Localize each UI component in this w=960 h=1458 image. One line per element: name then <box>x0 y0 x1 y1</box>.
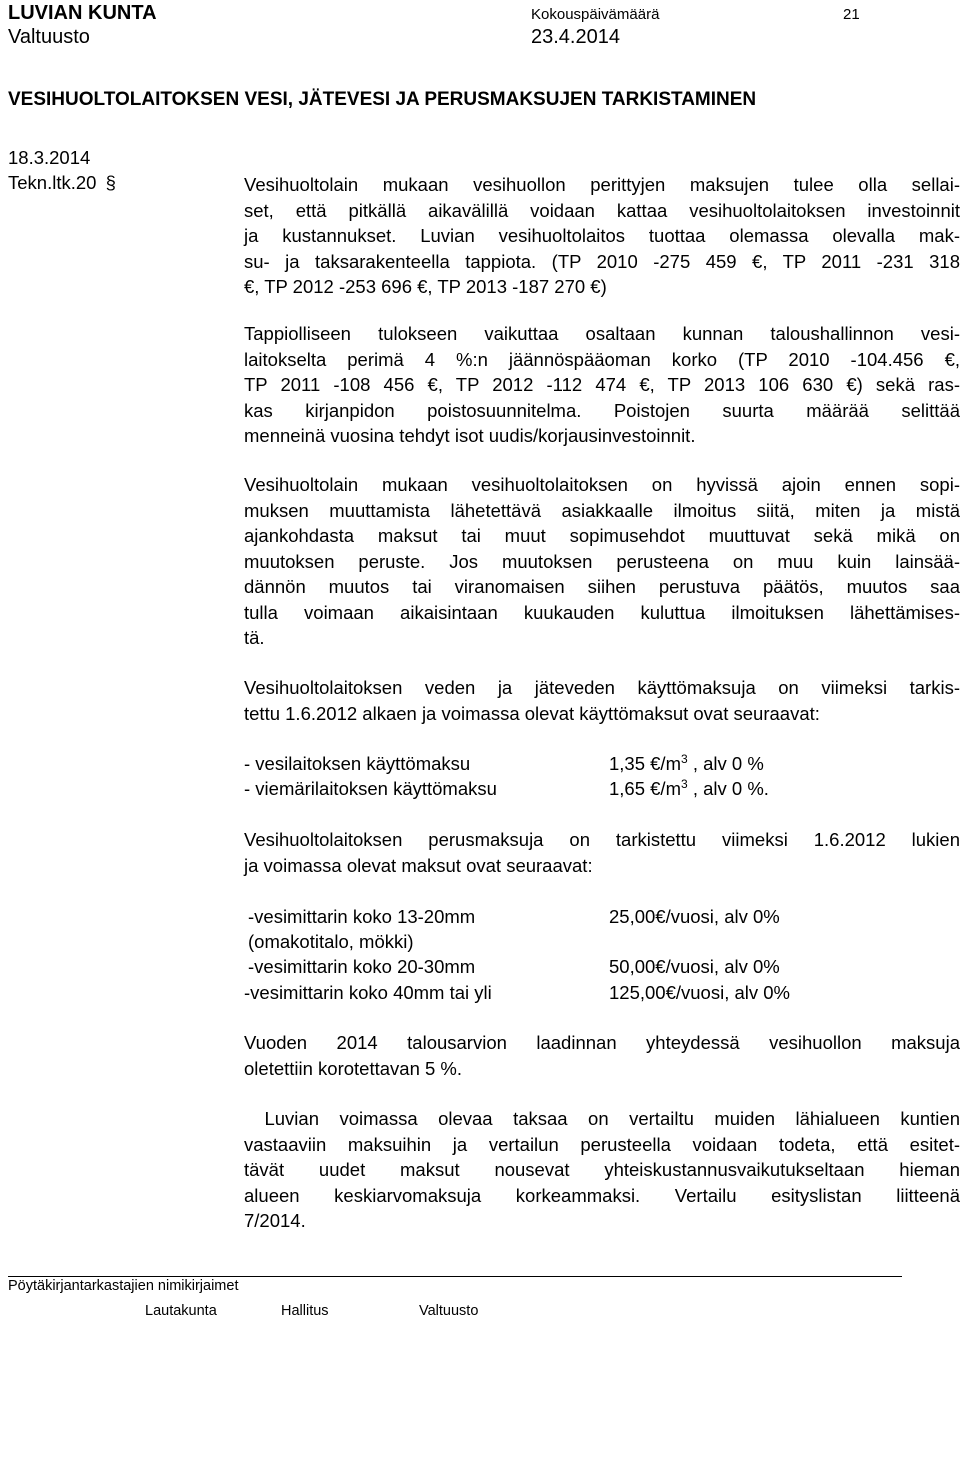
fee-label: - viemärilaitoksen käyttömaksu <box>244 778 497 799</box>
meta-ref <box>8 172 116 194</box>
text-line: Luvian voimassa olevaa taksaa on vertailtu muiden lähialueen kuntien <box>244 1108 960 1129</box>
text-line: ajankohdasta maksut tai muut sopimusehdot muuttuvat sekä mikä on <box>244 525 960 546</box>
fee-amount: 1,35 €/m <box>609 753 681 774</box>
paragraph-usage-intro <box>244 675 960 726</box>
paragraph-interest <box>244 321 960 449</box>
text-line: menneinä vuosina tehdyt isot uudis/korjausinvestoinnit. <box>244 425 696 446</box>
base-fee-label: (omakotitalo, mökki) <box>248 931 414 952</box>
fee-vat: , alv 0 % <box>687 753 764 774</box>
paragraph-deficit <box>244 172 960 300</box>
text-line: Vesihuoltolain mukaan vesihuollon perittyjen maksujen tulee olla sellai- <box>244 174 960 195</box>
paragraph-base-intro <box>244 827 960 878</box>
paragraph-budget <box>244 1030 960 1081</box>
text-line: alueen keskiarvomaksuja korkeammaksi. Vertailu esityslistan liitteenä <box>244 1184 960 1206</box>
base-fee-label: -vesimittarin koko 20-30mm <box>248 956 476 977</box>
text-line: dännön muutos tai viranomaisen siihen perustuva päätös, muutos saa <box>244 576 960 597</box>
fee-exponent: 3 <box>681 776 688 791</box>
text-line: Tappiolliseen tulokseen vaikuttaa osaltaan kunnan taloushallinnon vesi- <box>244 323 960 344</box>
footer-heading: Pöytäkirjantarkastajien nimikirjaimet <box>8 1278 239 1294</box>
text-line: vastaaviin maksuihin ja vertailun perusteella voidaan todeta, että esitet- <box>244 1133 960 1155</box>
text-line: tettu 1.6.2012 alkaen ja voimassa olevat käyttömaksut ovat seuraavat: <box>244 702 820 724</box>
base-fee-label: -vesimittarin koko 13-20mm <box>248 906 476 927</box>
text-line: 7/2014. <box>244 1210 306 1231</box>
footer-label-valtuusto: Valtuusto <box>419 1303 479 1319</box>
body-name: Valtuusto <box>8 26 90 48</box>
text-line: muutoksen peruste. Jos muutoksen perusteena on muu kuin lainsää- <box>244 550 960 572</box>
page-number: 21 <box>843 6 860 23</box>
text-line: Vesihuoltolaitoksen veden ja jäteveden käyttömaksuja on viimeksi tarkis- <box>244 677 960 698</box>
base-fee-value: 25,00€/vuosi, alv 0% <box>609 906 780 927</box>
meta-date: 18.3.2014 <box>8 147 91 168</box>
date-label: Kokouspäivämäärä <box>531 6 660 23</box>
meta-ref-text: Tekn.ltk.20 <box>8 172 97 193</box>
fee-label: - vesilaitoksen käyttömaksu <box>244 753 471 774</box>
org-name: LUVIAN KUNTA <box>8 2 157 24</box>
text-line: set, että pitkällä aikavälillä voidaan kattaa vesihuoltolaitoksen investoinnit <box>244 199 960 221</box>
text-line: Vuoden 2014 talousarvion laadinnan yhteydessä vesihuollon maksuja <box>244 1032 960 1053</box>
text-line: ja kustannukset. Luvian vesihuoltolaitos tuottaa olemassa olevalla mak- <box>244 225 960 246</box>
section-symbol: § <box>105 172 116 193</box>
fee-vat: , alv 0 %. <box>687 778 769 799</box>
text-line: TP 2011 -108 456 €, TP 2012 -112 474 €, TP 2013 106 630 €) sekä ras- <box>244 374 960 395</box>
text-line: tävät uudet maksut nousevat yhteiskustannusvaikutukseltaan hieman <box>244 1159 960 1180</box>
text-line: tä. <box>244 627 265 648</box>
text-line: €, TP 2012 -253 696 €, TP 2013 -187 270 €) <box>244 276 607 297</box>
base-fee-value: 125,00€/vuosi, alv 0% <box>609 982 791 1003</box>
fee-value <box>609 776 769 801</box>
fee-exponent: 3 <box>681 751 688 766</box>
text-line: Vesihuoltolain mukaan vesihuoltolaitoksen on hyvissä ajoin ennen sopi- <box>244 474 960 495</box>
meeting-date: 23.4.2014 <box>531 26 620 48</box>
base-fee-value: 50,00€/vuosi, alv 0% <box>609 956 780 977</box>
text-line: oletettiin korotettavan 5 %. <box>244 1057 463 1079</box>
text-line: su- ja taksarakenteella tappiota. (TP 2010 -275 459 €, TP 2011 -231 318 <box>244 250 960 272</box>
document-title: VESIHUOLTOLAITOKSEN VESI, JÄTEVESI JA PERUSMAKSUJEN TARKISTAMINEN <box>8 89 757 110</box>
text-line: tulla voimaan aikaisintaan kuukauden kuluttua ilmoituksen lähettämises- <box>244 601 960 623</box>
text-line: muksen muuttamista lähetettävä asiakkaalle ilmoitus siitä, miten ja mistä <box>244 499 960 521</box>
text-line: kas kirjanpidon poistosuunnitelma. Poistojen suurta määrää selittää <box>244 399 960 421</box>
base-fee-label: -vesimittarin koko 40mm tai yli <box>244 982 492 1003</box>
paragraph-comparison <box>244 1106 960 1234</box>
text-line: ja voimassa olevat maksut ovat seuraavat: <box>244 854 593 876</box>
text-line: laitokselta perimä 4 %:n jäännöspääoman korko (TP 2010 -104.456 €, <box>244 348 960 370</box>
footer-label-lautakunta: Lautakunta <box>145 1303 217 1319</box>
text-line: Vesihuoltolaitoksen perusmaksuja on tarkistettu viimeksi 1.6.2012 lukien <box>244 829 960 850</box>
footer-divider <box>8 1276 902 1277</box>
footer-label-hallitus: Hallitus <box>281 1303 329 1319</box>
fee-amount: 1,65 €/m <box>609 778 681 799</box>
paragraph-notice <box>244 472 960 651</box>
fee-value <box>609 751 764 776</box>
